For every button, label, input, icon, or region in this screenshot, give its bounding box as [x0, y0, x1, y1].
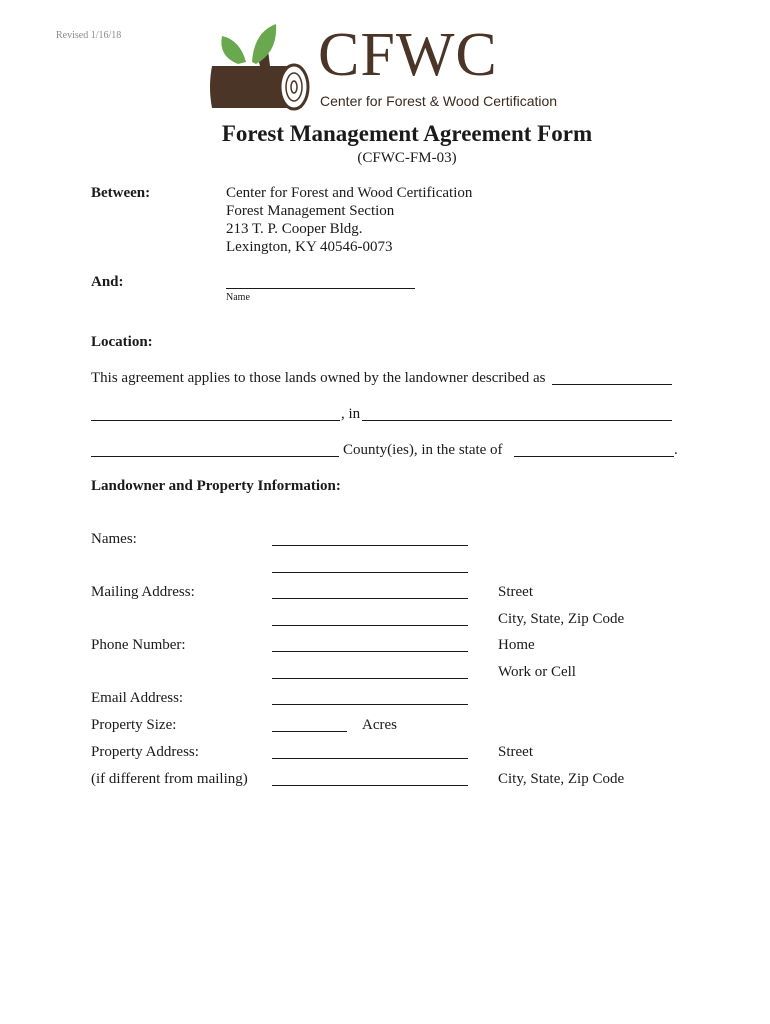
county-field[interactable] [91, 456, 339, 457]
between-label: Between: [91, 185, 151, 201]
name-caption: Name [226, 292, 250, 303]
street-caption: Street [498, 584, 533, 600]
and-label: And: [91, 274, 124, 290]
location-field-2[interactable] [362, 420, 672, 421]
property-city-field[interactable] [272, 785, 468, 786]
location-heading: Location: [91, 334, 153, 350]
street-caption-2: Street [498, 744, 533, 760]
names-field[interactable] [272, 545, 468, 546]
landowner-field[interactable] [552, 384, 672, 385]
county-text: County(ies), in the state of [343, 442, 503, 458]
period: . [674, 442, 678, 458]
phone-work-field[interactable] [272, 678, 468, 679]
acres-caption: Acres [362, 717, 397, 733]
home-caption: Home [498, 637, 535, 653]
names-label: Names: [91, 531, 137, 547]
address-line: Lexington, KY 40546-0073 [226, 239, 393, 255]
phone-label: Phone Number: [91, 637, 186, 653]
address-line: Forest Management Section [226, 203, 395, 219]
address-line: 213 T. P. Cooper Bldg. [226, 221, 363, 237]
phone-home-field[interactable] [272, 651, 468, 652]
logo-subtitle: Center for Forest & Wood Certification [320, 93, 558, 109]
city-caption-2: City, State, Zip Code [498, 771, 625, 787]
in-text: , in [341, 406, 361, 422]
city-caption: City, State, Zip Code [498, 611, 625, 627]
landowner-heading: Landowner and Property Information: [91, 478, 341, 494]
mailing-label: Mailing Address: [91, 584, 195, 600]
location-field[interactable] [91, 420, 340, 421]
mailing-street-field[interactable] [272, 598, 468, 599]
if-different-label: (if different from mailing) [91, 771, 248, 787]
location-text: This agreement applies to those lands owned by the landowner described as [91, 370, 546, 386]
property-street-field[interactable] [272, 758, 468, 759]
form-title: Forest Management Agreement Form [221, 121, 593, 146]
mailing-city-field[interactable] [272, 625, 468, 626]
form-code: (CFWC-FM-03) [357, 150, 457, 166]
state-field[interactable] [514, 456, 674, 457]
email-field[interactable] [272, 704, 468, 705]
logo-wordmark: CFWC [318, 21, 498, 89]
size-field[interactable] [272, 731, 347, 732]
name-field[interactable] [226, 288, 415, 289]
revised-date: Revised 1/16/18 [56, 30, 122, 41]
address-line: Center for Forest and Wood Certification [226, 185, 473, 201]
work-caption: Work or Cell [498, 664, 576, 680]
email-label: Email Address: [91, 690, 184, 706]
names-field-2[interactable] [272, 572, 468, 573]
property-address-label: Property Address: [91, 744, 199, 760]
size-label: Property Size: [91, 717, 177, 733]
